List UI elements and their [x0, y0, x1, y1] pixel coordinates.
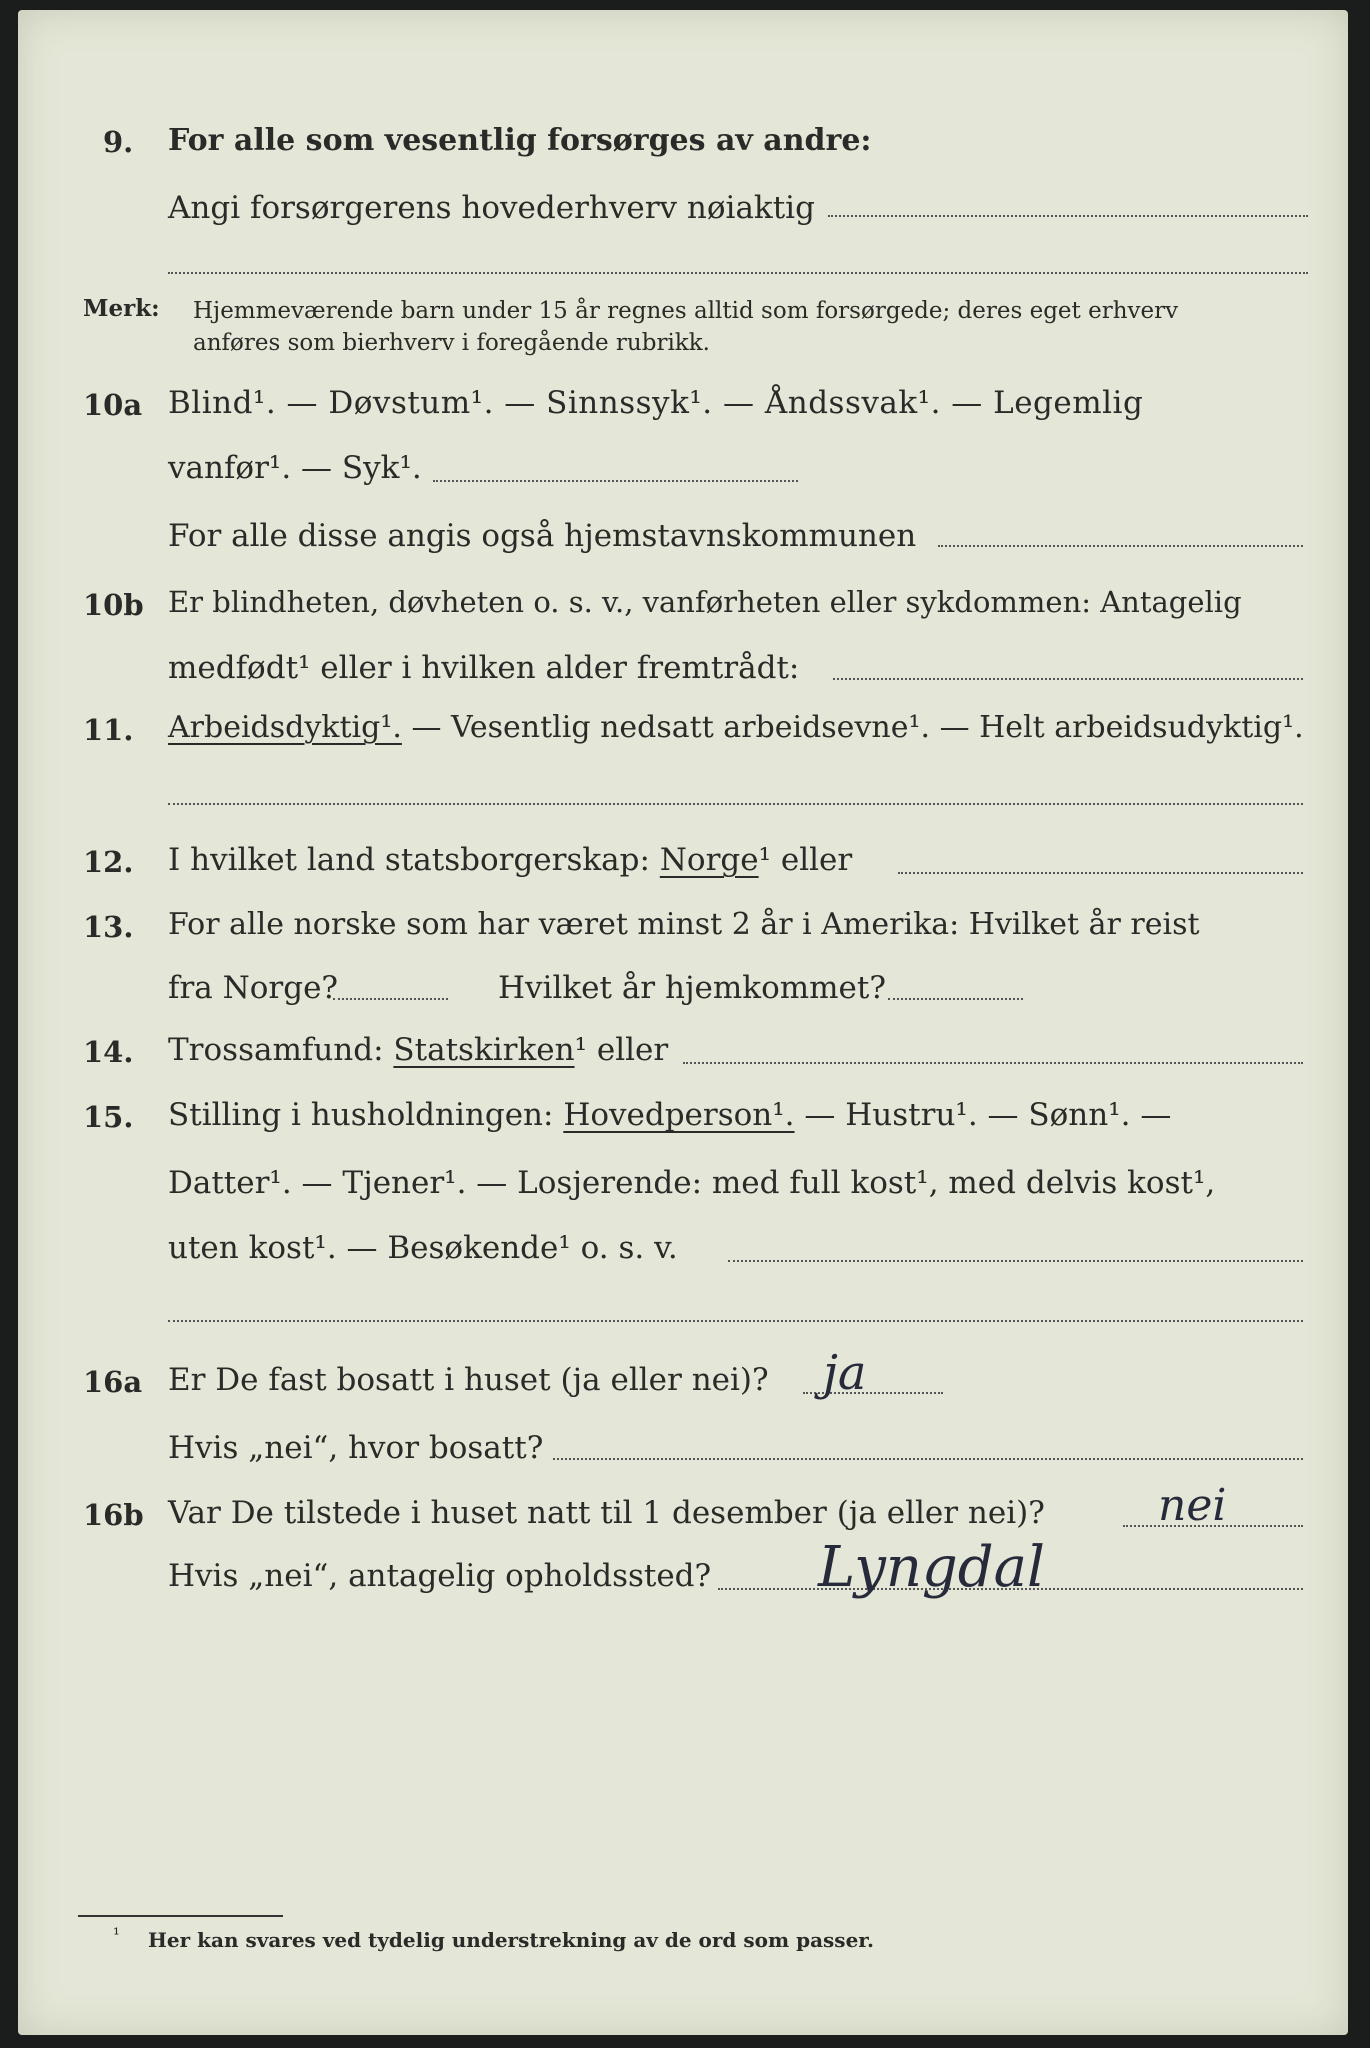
footnote-mark: ¹: [113, 1925, 120, 1945]
question-text: fra Norge?: [168, 970, 339, 1006]
note-label: Merk:: [83, 295, 160, 322]
selected-option: Statskirken: [393, 1032, 575, 1068]
handwritten-answer: nei: [1158, 1480, 1227, 1531]
question-text: Er blindheten, døvheten o. s. v., vanførheten eller sykdommen: Antagelig: [168, 585, 1242, 619]
question-text: For alle som vesentlig forsørges av andre:: [168, 123, 872, 158]
question-number: 16b: [83, 1498, 144, 1532]
question-text: [168, 842, 852, 878]
answer-line: [168, 272, 1308, 274]
question-number: 16a: [83, 1365, 143, 1399]
census-form-page: [18, 10, 1348, 2035]
question-text: vanfør¹. — Syk¹.: [168, 450, 422, 486]
question-text: [168, 1032, 668, 1068]
question-text: Hvis „nei“, antagelig opholdssted?: [168, 1558, 712, 1594]
selected-option: Norge: [659, 842, 759, 878]
question-text: Hvilket år hjemkommet?: [498, 970, 886, 1006]
answer-line: [433, 480, 798, 482]
note-text: anføres som bierhverv i foregående rubrikk.: [193, 330, 710, 356]
question-text: Angi forsørgerens hovederhverv nøiaktig: [168, 190, 815, 226]
answer-line: [333, 998, 448, 1000]
question-text: Hvis „nei“, hvor bosatt?: [168, 1430, 544, 1466]
question-label: Stilling i husholdningen:: [168, 1097, 564, 1133]
question-text: [168, 1097, 1171, 1133]
answer-line: [168, 1320, 1303, 1322]
footnote-text: Her kan svares ved tydelig understrekning av de ord som passer.: [148, 1928, 874, 1952]
handwritten-answer: Lyngdal: [818, 1535, 1045, 1600]
question-text: uten kost¹. — Besøkende¹ o. s. v.: [168, 1230, 678, 1266]
question-number: 11.: [83, 713, 134, 747]
option-text: — Vesentlig nedsatt arbeidsevne¹. — Helt arbeidsudyktig¹.: [401, 710, 1304, 745]
answer-line: [888, 998, 1023, 1000]
question-text: Var De tilstede i huset natt til 1 desember (ja eller nei)?: [168, 1495, 1045, 1531]
question-text: Datter¹. — Tjener¹. — Losjerende: med full kost¹, med delvis kost¹,: [168, 1165, 1216, 1201]
question-number: 10b: [83, 588, 144, 622]
question-text: Er De fast bosatt i huset (ja eller nei)?: [168, 1362, 769, 1398]
note-text: Hjemmeværende barn under 15 år regnes alltid som forsørgede; deres eget erhverv: [193, 298, 1179, 324]
option-text: ¹ eller: [758, 842, 853, 878]
question-number: 15.: [83, 1100, 134, 1134]
question-text: Blind¹. — Døvstum¹. — Sinnssyk¹. — Åndssvak¹. — Legemlig: [168, 385, 1144, 421]
question-label: Trossamfund:: [168, 1032, 394, 1068]
footnote-rule: [78, 1915, 283, 1917]
answer-line: [683, 1062, 1303, 1064]
answer-line: [898, 872, 1303, 874]
answer-line: [833, 678, 1303, 680]
question-text: medfødt¹ eller i hvilken alder fremtrådt:: [168, 650, 800, 686]
question-number: 13.: [83, 910, 134, 944]
answer-line: [728, 1260, 1303, 1262]
question-text: For alle disse angis også hjemstavnskommunen: [168, 518, 917, 554]
question-label: I hvilket land statsborgerskap:: [168, 842, 660, 878]
question-text: [168, 710, 1304, 745]
answer-line: [828, 215, 1308, 217]
question-text: For alle norske som har været minst 2 år i Amerika: Hvilket år reist: [168, 907, 1200, 942]
answer-line: [168, 803, 1303, 805]
selected-option: Arbeidsdyktig¹.: [168, 710, 402, 745]
selected-option: Hovedperson¹.: [563, 1097, 795, 1133]
question-number: 10a: [83, 388, 143, 422]
answer-line: [938, 545, 1303, 547]
question-number: 12.: [83, 845, 134, 879]
option-text: ¹ eller: [574, 1032, 669, 1068]
option-text: — Hustru¹. — Sønn¹. —: [794, 1097, 1172, 1133]
question-number: 14.: [83, 1035, 134, 1069]
handwritten-answer: ja: [823, 1345, 867, 1401]
answer-line: [553, 1458, 1303, 1460]
question-number: 9.: [103, 125, 134, 159]
